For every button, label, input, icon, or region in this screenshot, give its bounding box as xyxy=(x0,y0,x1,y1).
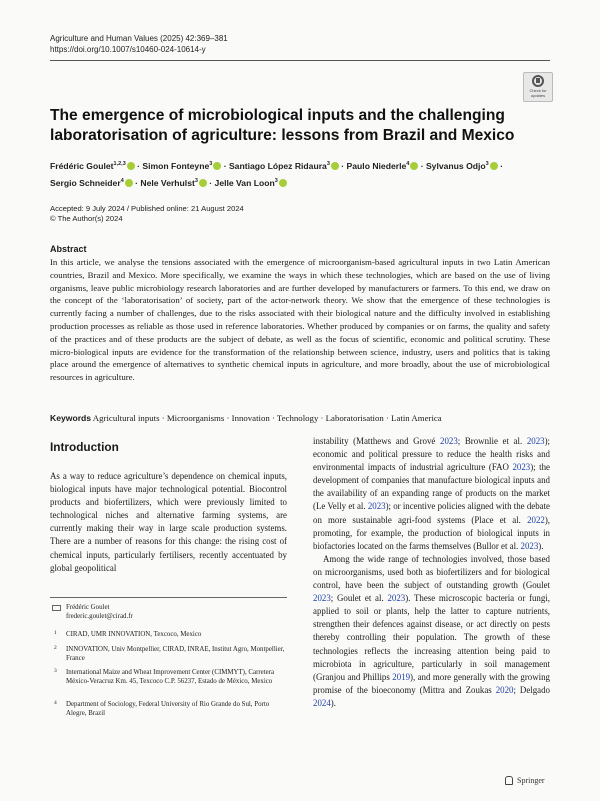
title-line-1: The emergence of microbiological inputs and the challenging xyxy=(50,107,505,124)
affiliation-marker: 3 xyxy=(485,161,489,167)
title-line-2: laboratorisation of agriculture: lessons from Brazil and Mexico xyxy=(50,127,515,144)
orcid-icon[interactable] xyxy=(490,162,498,170)
citation-link[interactable]: 2023 xyxy=(387,593,406,604)
publisher-name: Springer xyxy=(517,776,545,785)
paragraph: Among the wide range of technologies involved, those based on microorganisms, used both as biofertilizers and for biological control, have been the subject of outstanding growth (Goulet 2023; Goulet et al. 2023). These microscopic bacteria or fungi, applied to soil or plants, help the latter to capture nutrients, strengthen their defences against disease, or act directly on pests thereby controlling their population. The growth of these technologies reflects the increasing attention being paid to microbiota in agriculture, particularly in soil management (Granjou and Phillips 2019), and more generally with the growing promise of the bioeconomy (Mittra and Zoukas 2020; Delgado 2024). xyxy=(313,553,550,708)
copyright: © The Author(s) 2024 xyxy=(50,214,123,223)
citation-link[interactable]: 2024 xyxy=(313,697,331,708)
keywords-label: Keywords xyxy=(50,413,92,423)
doi-link[interactable]: https://doi.org/10.1007/s10460-024-10614-y xyxy=(50,45,206,54)
orcid-icon[interactable] xyxy=(127,162,135,170)
affiliation-marker: 3 xyxy=(274,177,278,184)
corresponding-author xyxy=(50,603,287,621)
affiliation-marker: 3 xyxy=(209,161,213,167)
affiliation-text: CIRAD, UMR INNOVATION, Texcoco, Mexico xyxy=(66,631,202,638)
affiliation-marker: 3 xyxy=(194,177,198,184)
affiliation xyxy=(50,668,287,686)
section-heading-introduction: Introduction xyxy=(50,440,119,454)
envelope-icon xyxy=(52,605,61,611)
orcid-icon[interactable] xyxy=(279,179,287,187)
author-name: Simon Fonteyne xyxy=(142,160,210,171)
author-name: Frédéric Goulet xyxy=(50,160,114,171)
orcid-icon[interactable] xyxy=(125,179,133,187)
keywords-list: Agricultural inputs · Microorganisms · Innovation · Technology · Laboratorisation · Latin America xyxy=(92,413,442,423)
affiliation-number: 3 xyxy=(54,668,57,674)
intro-right-column xyxy=(313,435,550,710)
orcid-icon[interactable] xyxy=(199,179,207,187)
citation-link[interactable]: 2023 xyxy=(440,436,458,446)
affiliation-number: 2 xyxy=(54,645,57,651)
corresponding-email[interactable]: frederic.goulet@cirad.fr xyxy=(66,613,133,620)
footnote-divider xyxy=(50,597,287,598)
citation-link[interactable]: 2022 xyxy=(527,514,545,525)
paragraph: instability (Matthews and Grové 2023; Brownlie et al. 2023); economic and political pressure to reduce the health risks and environmental impacts of industrial agriculture (FAO 2023); the development of companies that manufacture biological inputs and the availability of an expanding range of products on the market (Le Velly et al. 2023); or incentive policies aligned with the debate on more sustainable agri-food systems (Place et al. 2022), promoting, for example, the production of biological inputs in biofactories located on the farms themselves (Bullor et al. 2023). xyxy=(313,436,550,551)
affiliation xyxy=(50,700,287,718)
intro-left-column: As a way to reduce agriculture’s dependence on chemical inputs, biological inputs have major technological potential. Biocontrol products and biofertilizers, which were previously limited to technological niches and alternative farming systems, are currently making their way in large scale production systems. There are a number of reasons for this change: the rising cost of chemical inputs, particularly fertilisers, recently accentuated by global geopolitical xyxy=(50,471,287,573)
affiliation-text: Department of Sociology, Federal University of Rio Grande do Sul, Porto Alegre, Brazil xyxy=(66,701,270,717)
crossmark-icon xyxy=(532,75,544,87)
abstract-text: In this article, we analyse the tensions associated with the emergence of microorganism-based agricultural inputs in two Latin American countries, Brazil and Mexico. More specifically, we examine the ways in which these technologies, which are based on the use of living organisms, leave public microbiology research laboratories and are further developed by manufacturers or farmers. To this end, we draw on the concept of the ‘laboratorisation’ of society, part of the actor-network theory. We show that the emergence of these technologies is currently facing a number of challenges, due to the risks associated with their biological nature and the difficulty involved in establishing production processes as reliable as those used in reference laboratories. Whether produced by companies or on farms, the quality and safety of the practices and of these products are the subject of debate, as well as the focus of scientific, economic and political scrutiny. These micro-biological inputs are evidence for the transformation of the relationship between science, industry, users and politics that is taking place around the emergence of alternatives to synthetic chemical inputs in agriculture, and more broadly, about the use of microbiological resources in agriculture. xyxy=(50,257,550,383)
abstract-heading: Abstract xyxy=(50,244,87,254)
keywords xyxy=(50,413,550,423)
citation-link[interactable]: 2019 xyxy=(392,671,411,682)
orcid-icon[interactable] xyxy=(410,162,418,170)
affiliation-number: 1 xyxy=(54,630,57,636)
publication-dates xyxy=(50,204,244,224)
running-header xyxy=(50,33,228,55)
author-name: Nele Verhulst xyxy=(140,177,195,188)
article-title xyxy=(50,106,530,146)
journal-citation: Agriculture and Human Values (2025) 42:369–381 xyxy=(50,34,228,43)
author-name: Santiago López Ridaura xyxy=(228,160,327,171)
author-name: Sergio Schneider xyxy=(50,177,121,188)
orcid-icon[interactable] xyxy=(213,162,221,170)
citation-link[interactable]: 2023 xyxy=(313,593,331,604)
check-for-updates-button[interactable] xyxy=(523,72,553,102)
header-divider xyxy=(50,60,550,61)
corresponding-name: Frédéric Goulet xyxy=(66,604,110,611)
citation-link[interactable]: 2023 xyxy=(520,540,539,551)
affiliation xyxy=(50,645,287,663)
author-name: Paulo Niederle xyxy=(346,160,407,171)
affiliation-marker: 3 xyxy=(326,161,330,167)
affiliation-marker: 1,2,3 xyxy=(113,161,126,167)
citation-link[interactable]: 2023 xyxy=(512,462,531,473)
affiliation-number: 4 xyxy=(54,700,57,706)
affiliation-marker: 4 xyxy=(406,161,410,167)
orcid-icon[interactable] xyxy=(331,162,339,170)
accepted-date: Accepted: 9 July 2024 / Published online: 21 August 2024 xyxy=(50,204,244,213)
badge-text-1: Check for xyxy=(529,88,547,93)
springer-horse-icon xyxy=(505,776,513,785)
publisher-logo xyxy=(505,776,545,785)
affiliation-text: International Maize and Wheat Improvement Center (CIMMYT), Carretera México-Veracruz Km. 45, Texcoco C.P. 56237, Estado de México, Mexico xyxy=(66,669,275,685)
affiliation-marker: 4 xyxy=(120,177,124,184)
author-name: Jelle Van Loon xyxy=(214,177,275,188)
badge-text-2: updates xyxy=(530,93,546,98)
author-list: Frédéric Goulet$^{1,2,3}$ · Simon Fonteyne$^3$ · Santiago López Ridaura$^3$ · Paulo Niederle$^4$ · Sylvanus Odjo$^3$ · Sergio Schneider$^4$ · Nele Verhulst$^3$ · Jelle Van Loon$^3$ xyxy=(50,160,503,188)
author-name: Sylvanus Odjo xyxy=(425,160,486,171)
citation-link[interactable]: 2023 xyxy=(367,501,386,512)
citation-link[interactable]: 2020 xyxy=(495,684,514,695)
affiliation-text: INNOVATION, Univ Montpellier, CIRAD, INRAE, Institut Agro, Montpellier, France xyxy=(66,646,285,662)
citation-link[interactable]: 2023 xyxy=(526,436,545,446)
affiliation xyxy=(50,630,287,639)
